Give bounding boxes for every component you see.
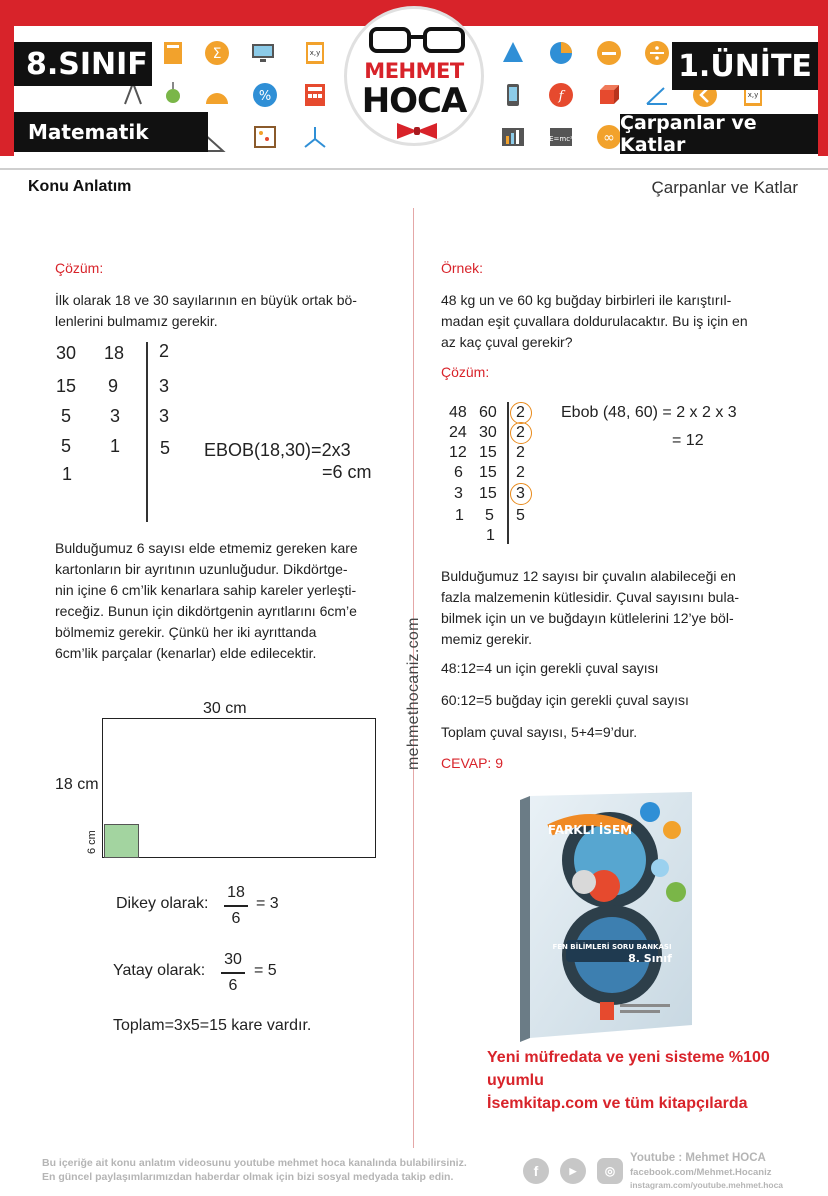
svg-text:f: f [558,89,564,104]
explanation-text [441,566,791,650]
dividend-b: 1 [110,436,121,456]
dividend-b: 9 [108,376,119,396]
balloon-icon [160,80,186,106]
svg-text:x,y: x,y [309,49,321,57]
divisor: 2 [516,404,525,421]
cube-icon [596,82,622,108]
rect-height-label: 18 cm [55,776,99,793]
phone-icon [500,82,526,108]
intro-text [55,290,395,332]
divisor: 3 [159,406,170,426]
division-bar [146,342,148,522]
svg-text:x,y: x,y [747,91,759,99]
svg-text:FARKLI İSEM: FARKLI İSEM [547,823,633,837]
emc2-icon [548,124,574,150]
solution-label: Çözüm: [441,364,490,380]
dividend-a: 48 [449,404,467,421]
page-header [0,0,828,172]
dividend-a: 6 [454,464,463,481]
text-line: fazla malzemenin kütlesidir. Çuval sayısını bula- [441,589,740,605]
divisor: 2 [516,444,525,461]
monitor-icon [250,40,276,66]
ebob-result-value: = 12 [672,432,704,449]
text-line: madan eşit çuvallara doldurulacaktır. Bu iş için en [441,313,748,329]
function-icon [548,82,574,108]
dividend-b: 18 [104,343,125,363]
text-line: 6cm’lik parçalar (kenarlar) elde edilecektir. [55,645,317,661]
divisor: 2 [159,341,170,361]
youtube-icon[interactable]: ▶ [560,1158,586,1184]
dividend-b: 5 [485,507,494,524]
instagram-icon[interactable]: ◎ [597,1158,623,1184]
dividend-a: 15 [56,376,77,396]
division-bar [507,402,509,544]
denominator: 6 [228,976,238,994]
dividend-a: 12 [449,444,467,461]
horizontal-label: Yatay olarak: [113,962,206,979]
calc-wheat: 60:12=5 buğday için gerekli çuval sayısı [441,692,689,708]
svg-text:8. Sınıf: 8. Sınıf [628,952,672,965]
text-line: lenlerini bulmamız gerekir. [55,313,218,329]
bar-chart-icon [500,124,526,150]
unit-badge: 1.ÜNİTE [672,42,818,90]
denominator: 6 [231,909,241,927]
book-icon [160,40,186,66]
instagram-link[interactable]: instagram.com/youtube.mehmet.hoca [630,1180,784,1190]
text-line: İlk olarak 18 ve 30 sayılarının en büyük ortak bö- [55,292,357,308]
promo-text-line: Yeni müfredata ve yeni sisteme %100 [487,1049,770,1066]
text-line: Bulduğumuz 12 sayısı bir çuvalın alabileceği en [441,568,736,584]
footer-note: Bu içeriğe ait konu anlatım videosunu youtube mehmet hoca kanalında bulabilirsiniz. [42,1157,467,1169]
angle-icon [644,82,670,108]
numerator: 30 [224,951,242,968]
text-line: nin içine 6 cm’lik kenarlara sahip kareler yerleşti- [55,582,357,598]
header-divider [0,168,828,170]
divisor: 5 [160,438,171,458]
dividend-b: 3 [110,406,121,426]
xy-note-icon [302,40,328,66]
dividend-b: 60 [479,404,497,421]
grade-badge: 8.SINIF [14,42,152,86]
sigma-icon [204,40,230,66]
dividend-a: 5 [61,436,72,456]
footer-note: En güncel paylaşımlarımızdan haberdar olmak için bizi sosyal medyada takip edin. [42,1171,454,1183]
logo-text-first: MEHMET [364,59,464,83]
dividend-a: 5 [61,406,72,426]
dividend-b: 1 [486,527,495,544]
brand-logo [344,6,484,146]
horizontal-result: = 5 [254,962,277,979]
section-type: Konu Anlatım [28,178,132,195]
total-squares: Toplam=3x5=15 kare vardır. [113,1017,312,1034]
divide-icon [644,40,670,66]
explanation-text [55,538,395,664]
svg-text:∞: ∞ [603,130,615,146]
answer: CEVAP: 9 [441,755,503,771]
dividend-a: 1 [455,507,464,524]
text-line: memiz gerekir. [441,631,533,647]
text-line: kartonların bir ayrıtının uzunluğudur. Dikdörtge- [55,561,348,577]
divisor: 2 [516,424,525,441]
example-label: Örnek: [441,260,484,276]
bow-tie-icon [395,121,439,141]
unit-square [104,824,139,858]
glasses-icon [369,27,465,53]
promo-link-text[interactable]: İsemkitap.com ve tüm kitapçılarda [487,1095,748,1112]
percent-icon [252,82,278,108]
dividend-a: 3 [454,485,463,502]
divisor: 3 [516,485,525,502]
ebob-result: Ebob (48, 60) = 2 x 2 x 3 [561,404,737,421]
divisor: 5 [516,507,525,524]
calc-total: Toplam çuval sayısı, 5+4=9’dur. [441,724,638,740]
vertical-label: Dikey olarak: [116,895,209,912]
ebob-result-value: =6 cm [322,462,372,482]
vertical-fraction [224,884,248,928]
rect-width-label: 30 cm [203,700,247,717]
calc-flour: 48:12=4 un için gerekli çuval sayısı [441,660,659,676]
horizontal-fraction [221,951,245,995]
side-website: mehmethocaniz.com [405,617,422,770]
pie-chart-icon [548,40,574,66]
text-line: receğiz. Bunun için dikdörtgenin ayrıtlarını 6cm’e [55,603,357,619]
text-line: 48 kg un ve 60 kg buğday birbirleri ile karıştırıl- [441,292,732,308]
text-line: bilmek için un ve buğdayın kütlelerini 12’ye böl- [441,610,734,626]
ebob-result: EBOB(18,30)=2x3 [204,440,351,460]
subject-badge: Matematik [14,112,208,152]
solution-label: Çözüm: [55,260,104,276]
minus-icon [596,40,622,66]
divisor: 3 [159,376,170,396]
rectangle-figure [102,718,376,858]
dividend-b: 15 [479,464,497,481]
dividend-b: 30 [479,424,497,441]
book-cover-image [500,790,700,1045]
divisor: 2 [516,464,525,481]
svg-text:%: % [258,89,272,104]
axes-icon [302,124,328,150]
protractor-icon [204,84,230,110]
text-line: az kaç çuval gerekir? [441,334,573,350]
fraction-bar [221,972,245,974]
vertical-result: = 3 [256,895,279,912]
numerator: 18 [227,884,245,901]
unit-title-badge: Çarpanlar ve Katlar [620,114,818,154]
dividend-a: 30 [56,343,77,363]
abacus-icon [252,124,278,150]
dividend-a: 24 [449,424,467,441]
text-line: bölmemiz gerekir. Çünkü her iki ayrıttanda [55,624,317,640]
pyramid-icon [500,40,526,66]
logo-text-second: HOCA [361,81,467,121]
calculator-icon [302,82,328,108]
svg-text:FEN BİLİMLERİ SORU BANKASI: FEN BİLİMLERİ SORU BANKASI [552,943,672,951]
facebook-link[interactable]: facebook.com/Mehmet.Hocaniz [630,1167,772,1178]
header-red-edge-right [818,26,828,156]
square-side-label: 6 cm [86,830,98,854]
svg-text:Σ: Σ [212,46,222,62]
text-line: Bulduğumuz 6 sayısı elde etmemiz gereken kare [55,540,358,556]
svg-text:E=mc²: E=mc² [549,135,573,143]
fraction-bar [224,905,248,907]
youtube-link[interactable]: Youtube : Mehmet HOCA [630,1152,766,1164]
header-red-edge-left [0,26,14,156]
section-topic: Çarpanlar ve Katlar [651,178,798,197]
facebook-icon[interactable]: f [523,1158,549,1184]
dividend-b: 15 [479,444,497,461]
dividend-b: 15 [479,485,497,502]
question-text [441,290,791,353]
promo-text-line: uyumlu [487,1072,544,1089]
infinity-icon [596,124,622,150]
dividend-a: 1 [62,464,73,484]
